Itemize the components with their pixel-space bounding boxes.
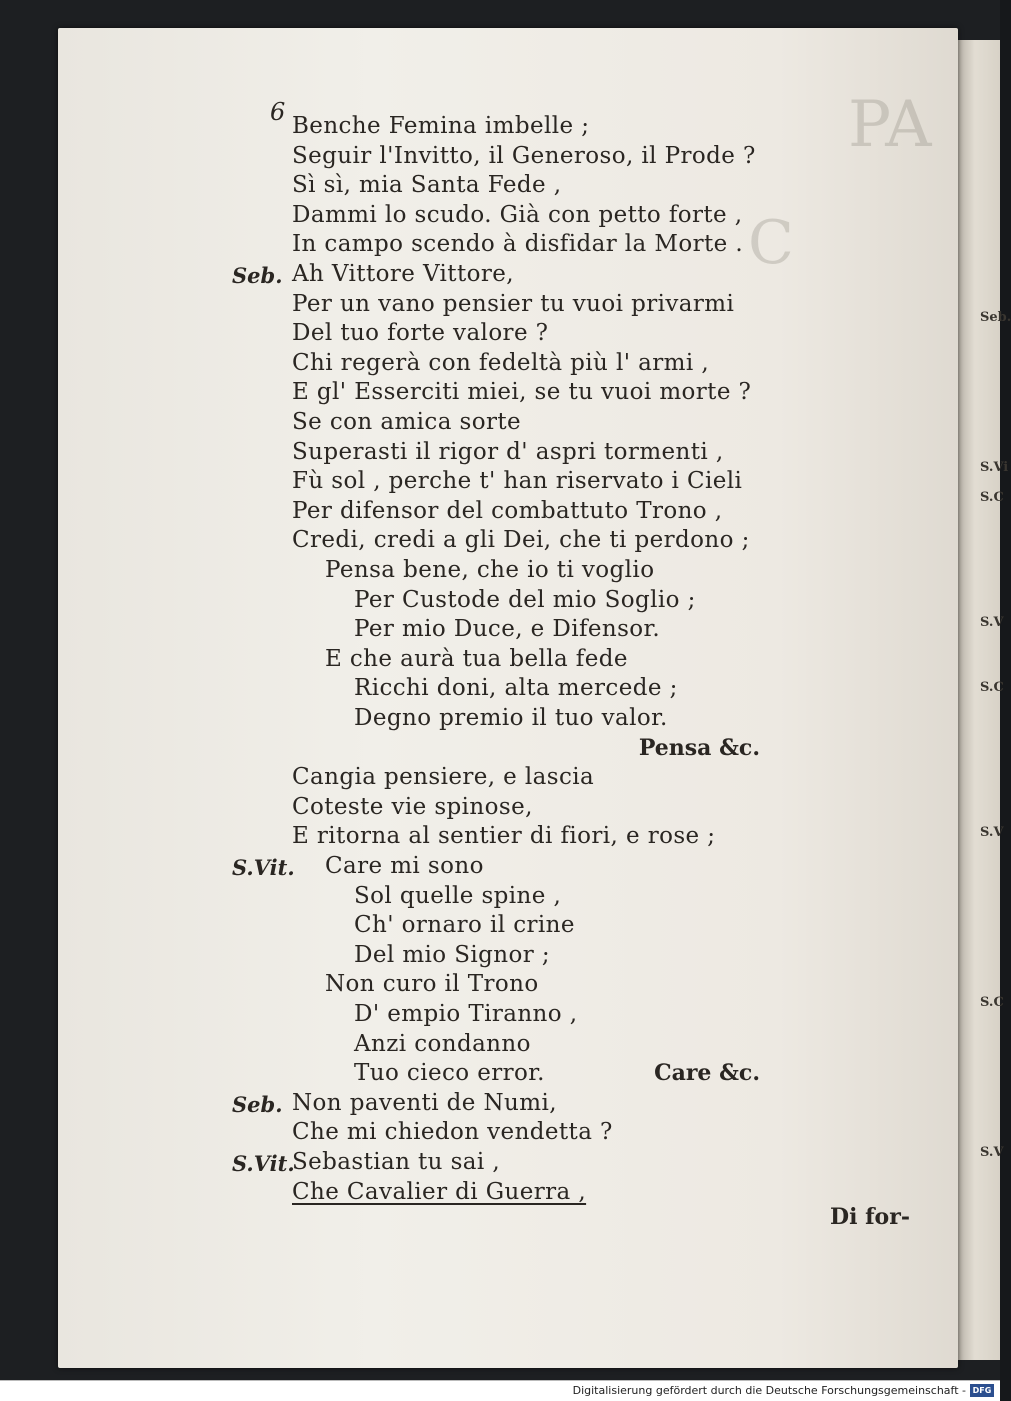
speaker-label: S.Vit. [232, 855, 295, 880]
verse-line: Che mi chiedon vendetta ? [292, 1119, 613, 1146]
bleed-through: PA [848, 88, 932, 162]
margin-fragment: S.C [980, 995, 1004, 1010]
verse-line: Ah Vittore Vittore, [292, 261, 514, 287]
verse-line: Cangia pensiere, e lascia [292, 764, 595, 791]
verse-line: Per difensor del combattuto Trono , [292, 497, 723, 524]
verse-line: Care mi sono [325, 853, 484, 879]
bleed-through: C [748, 208, 794, 278]
margin-fragment: S.V [980, 825, 1004, 840]
verse-line: Pensa bene, che io ti voglio [325, 557, 655, 583]
verse-line: Dammi lo scudo. Già con petto forte , [292, 201, 743, 228]
dfg-logo: DFG [970, 1384, 994, 1397]
verse-line: In campo scendo à disfidar la Morte . [292, 231, 744, 258]
adjacent-page-edge [958, 40, 1011, 1360]
verse-line: Per mio Duce, e Difensor. [354, 616, 661, 643]
verse-line: Benche Femina imbelle ; [292, 113, 590, 139]
verse-line: D' empio Tiranno , [354, 1001, 578, 1027]
verse-line: Superasti il rigor d' aspri tormenti , [292, 438, 724, 465]
footer-text: Digitalisierung gefördert durch die Deutsche Forschungsgemeinschaft - [572, 1384, 966, 1397]
verse-line: Per un vano pensier tu vuoi privarmi [292, 290, 735, 317]
verse-line: Se con amica sorte [292, 409, 522, 435]
verse-line: Anzi condanno [354, 1030, 531, 1057]
verse-line: Ricchi doni, alta mercede ; [354, 675, 678, 702]
verse-line: Non paventi de Numi, [292, 1089, 557, 1116]
verse-line: Del tuo forte valore ? [292, 320, 549, 347]
speaker-label: S.Vit. [232, 1151, 295, 1176]
verse-line: Non curo il Trono [325, 971, 539, 998]
verse-line: E che aurà tua bella fede [325, 645, 628, 672]
page-number: 6 [270, 98, 286, 126]
margin-fragment: S.C [980, 490, 1004, 505]
verse-line: E gl' Esserciti miei, se tu vuoi morte ? [292, 379, 752, 406]
catchword: Di for- [830, 1204, 910, 1230]
verse-line: Del mio Signor ; [354, 941, 550, 968]
verse-line: Credi, credi a gli Dei, che ti perdono ; [292, 527, 750, 554]
verse-line: Fù sol , perche t' han riservato i Cieli [292, 468, 743, 495]
verse-line: Chi regerà con fedeltà più l' armi , [292, 349, 710, 376]
aria-reprise-cue: Pensa &c. [638, 734, 760, 761]
verse-line: Tuo cieco error. [354, 1060, 545, 1087]
verse-line: Per Custode del mio Soglio ; [354, 586, 696, 613]
margin-fragment: S.V [980, 615, 1004, 630]
verse-line: Seguir l'Invitto, il Generoso, il Prode ? [292, 142, 756, 169]
verse-line: E ritorna al sentier di fiori, e rose ; [292, 823, 716, 850]
margin-fragment: Seb. [980, 310, 1011, 325]
aria-reprise-cue: Care &c. [654, 1060, 760, 1087]
verse-line: Sì sì, mia Santa Fede , [292, 172, 562, 199]
verse-line: Coteste vie spinose, [292, 793, 533, 820]
margin-fragment: S.C [980, 680, 1004, 695]
verse-line: Degno premio il tuo valor. [354, 705, 668, 731]
verse-line: Ch' ornaro il crine [354, 912, 575, 939]
verse-line: Sebastian tu sai , [292, 1149, 501, 1175]
verse-line: Che Cavalier di Guerra , [292, 1178, 587, 1205]
margin-fragment: S.V [980, 1145, 1004, 1160]
margin-fragment: S.Vi [980, 460, 1009, 475]
verse-line: Sol quelle spine , [354, 882, 562, 909]
speaker-label: Seb. [232, 263, 283, 288]
footer-bar [0, 1380, 1000, 1401]
speaker-label: Seb. [232, 1091, 283, 1117]
